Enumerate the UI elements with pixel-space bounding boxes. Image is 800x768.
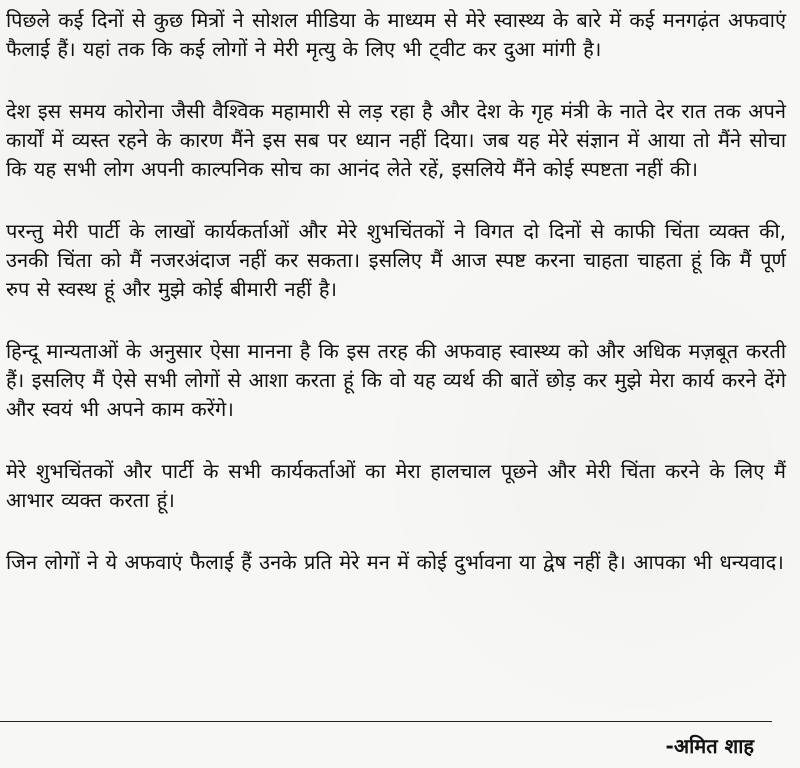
statement-paragraph-6: जिन लोगों ने ये अफवाएं फैलाई हैं उनके प्रति मेरे मन में कोई दुर्भावना या द्वेष नहीं है। आपका भी धन्यवाद। — [6, 550, 784, 574]
statement-paragraph-1: पिछले कई दिनों से कुछ मित्रों ने सोशल मीडिया के माध्यम से मेरे स्वास्थ्य के बारे में कई मनगढ़ंत अफवाएं फैलाई हैं। यहां तक कि कई लोगों ने मेरी मृत्यु के लिए भी ट्वीट कर दुआ मांगी है। — [6, 8, 786, 61]
statement-paragraph-3: परन्तु मेरी पार्टी के लाखों कार्यकर्ताओं और मेरे शुभचिंतकों ने विगत दो दिनों से काफी चिंता व्यक्त की, उनकी चिंता को मैं नजरअंदाज नहीं कर सकता। इसलिए मैं आज स्पष्ट करना चाहता चाहता हूं कि मैं पूर्ण रुप से स्वस्थ हूं और मुझे कोई बीमारी नहीं है। — [6, 219, 786, 301]
signature: -अमित शाह — [665, 734, 754, 758]
statement-paragraph-4: हिन्दू मान्यताओं के अनुसार ऐसा मानना है कि इस तरह की अफवाह स्वास्थ्य को और अधिक मज़बूत करती हैं। इसलिए मैं ऐसे सभी लोगों से आशा करता हूं कि वो यह व्यर्थ की बातें छोड़ कर मुझे मेरा कार्य करने देंगे और स्वयं भी अपने काम करेंगे। — [6, 339, 786, 421]
statement-paragraph-2: देश इस समय कोरोना जैसी वैश्विक महामारी से लड़ रहा है और देश के गृह मंत्री के नाते देर रात तक अपने कार्यों में व्यस्त रहने के कारण मैंने इस सब पर ध्यान नहीं दिया। जब यह मेरे संज्ञान में आया तो मैंने सोचा कि यह सभी लोग अपनी काल्पनिक सोच का आनंद लेते रहें, इसलिये मैंने कोई स्पष्टता नहीं की। — [6, 99, 786, 181]
signature-divider — [0, 721, 772, 722]
statement-paragraph-5: मेरे शुभचिंतकों और पार्टी के सभी कार्यकर्ताओं का मेरा हालचाल पूछने और मेरी चिंता करने के लिए मैं आभार व्यक्त करता हूं। — [6, 459, 786, 512]
